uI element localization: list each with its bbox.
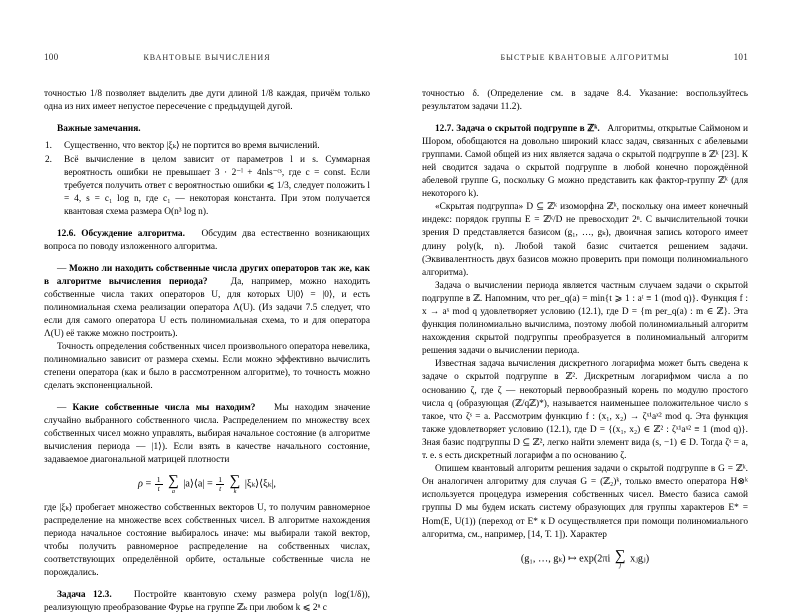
question-2-heading: Какие собственные числа мы находим? <box>72 402 256 413</box>
right-continued-paragraph: точностью δ. (Определение см. в задаче 8.4. Указание: воспользуйтесь результатом задачи 11.2). <box>422 89 748 113</box>
character-formula-arrow: ↦ <box>568 553 577 565</box>
discrete-log-paragraph: Известная задача вычисления дискретного логарифма может быть сведена к задаче о скрытой подгруппе в ℤ². Дискретным логарифмом числа a по основанию ζ, где ζ — некоторый первообразный корень по модулю простого числа q (образующая (ℤ/qℤ)*), называется наименьшее положительное число s такое, что ζˢ = a. Рассмотрим функцию f : (x₁, x₂) → ζˣ¹aˣ² mod q. Эта функция также удовлетворяет условию (12.1), где D = {(x₁, x₂) ∈ ℤ² : ζˣ¹aˣ² ≡ 1 (mod q)}. Зная базис подгруппы D ⊆ ℤ², легко найти элемент вида (s, −1) ∈ D. Тогда ζˢ = a, т. е. s есть дискретный логарифм a по основанию ζ. <box>422 359 748 462</box>
notes-heading <box>44 123 370 136</box>
character-formula-exp-prefix: exp(2πi <box>579 553 611 565</box>
right-running-head <box>422 52 748 66</box>
right-column <box>422 88 748 569</box>
right-folio: 101 <box>733 52 748 62</box>
question-1-heading: Можно ли находить собственные числа других операторов так же, как в алгоритме вычисления периода? <box>44 263 370 287</box>
period-problem-paragraph: Задача о вычислении периода является частным случаем задачи о скрытой подгруппе в ℤ. Напомним, что per_q(a) = min{t ⩾ 1 : aᵗ ≡ 1 (mod q)}. Функция f : x → aˣ mod q удовлетворяет условию (12.1), где D = {m per_q(a) : m ∈ ℤ}. Эта функция полиномиально вычислима, поэтому любой полиномиальный алгоритм нахождения скрытой подгруппы преобразуется в полиномиальный алгоритм решения задачи о вычислении периода. <box>422 280 748 357</box>
character-formula-sum-index: j <box>619 561 622 569</box>
section-12-6-intro: Обсудим два естественно возникающих вопроса по поводу изложенного алгоритма. <box>44 228 370 252</box>
question-1 <box>44 263 370 342</box>
character-formula-body: xⱼgⱼ) <box>630 553 650 565</box>
after-formula-paragraph: где |ξₖ⟩ пробегает множество собственных векторов U, то получим равномерное распределение на множестве всех собственных чисел. В алгоритме нахождения периода начальное состояние выбиралось иначе: мы выбирали такой вектор, чтобы получить равномерное распределение на собственных числах, соответствующих определённой орбите, остальные собственные числа не порождались. <box>44 502 370 579</box>
formula-term-2: |ξₖ⟩⟨ξₖ|, <box>244 478 276 490</box>
character-formula-lhs: (g₁, …, gₖ) <box>520 553 566 565</box>
question-2-dash: — <box>57 402 67 413</box>
section-12-6 <box>44 228 370 254</box>
question-1-dash: — <box>57 263 67 274</box>
problem-12-3-text: Постройте квантовую схему размера poly(n log(1/δ)), реализующую преобразование Фурье на группе ℤₖ при любом k ⩽ 2ⁿ с <box>44 589 371 613</box>
left-running-head <box>44 52 370 66</box>
question-1-body2: Точность определения собственных чисел произвольного оператора невелика, полиномиально зависит от размера схемы. Если можно эффективно вычислить степени оператора (как и было в рассмотренном алгоритме), то точность можно сделать экспоненциальной. <box>44 342 370 392</box>
problem-12-3 <box>44 589 370 615</box>
character-formula <box>422 549 748 569</box>
formula-rho: ρ <box>138 478 143 490</box>
question-2 <box>44 402 370 467</box>
section-12-7-body: Алгоритмы, открытые Саймоном и Шором, обобщаются на довольно широкий класс задач, связанных с абелевыми группами. Самой общей из них является задача о скрытой подгруппе в ℤᵏ [23]. К ней сводится задача о скрытой подгруппе в любой конечно порождённой абелевой группе G, поскольку G можно представить как фактор-группу ℤᵏ (для некоторого k). <box>422 123 748 200</box>
section-12-6-title: Обсуждение алгоритма. <box>81 228 185 239</box>
section-12-7-title: Задача о скрытой подгруппе в ℤᵏ. <box>456 123 600 134</box>
right-running-title: БЫСТРЫЕ КВАНТОВЫЕ АЛГОРИТМЫ <box>500 53 670 62</box>
notes-heading-text: Важные замечания. <box>57 123 141 134</box>
left-column <box>44 88 370 615</box>
question-2-body: Мы находим значение случайно выбранного собственного числа. Распределением по множеству всех собственных чисел можно управлять, выбирая начальное состояние (в алгоритме вычисления периода — |1⟩). Если взять в качестве начального состояние, задаваемое диагональной матрицей плотности <box>44 402 371 466</box>
quantum-algorithm-paragraph: Опишем квантовый алгоритм решения задачи о скрытой подгруппе в G = ℤᵏ. Он аналогичен алгоритму для случая G = (ℤ₂)ᵏ, только вместо оператора H⊗ᵏ используется процедура измерения собственных чисел. Вместо базиса самой группы D мы будем искать систему образующих для группы характеров E* = Hom(E, U(1)) (переход от E* к D осуществляется при помощи полиномиального алгоритма, см., например, [14, Т. 1]). Характер <box>422 464 748 540</box>
list-item: Существенно, что вектор |ξₖ⟩ не портится во время вычислений. <box>64 140 320 151</box>
section-12-6-number: 12.6. <box>57 228 76 239</box>
formula-term-1: |a⟩⟨a| <box>183 478 205 490</box>
character-formula-sum: ∑ j <box>614 547 626 569</box>
section-12-7 <box>422 123 748 202</box>
right-page <box>396 0 792 612</box>
formula-equals-1: = <box>145 478 152 490</box>
list-item: Всё вычисление в целом зависит от параметров l и s. Суммарная вероятность ошибки не превышает 3 · 2⁻ˡ + 4nls⁻ᶜˢ, где c = const. Если требуется получить ответ с вероятностью ошибки ⩽ 1/3, следует положить l = 4, s = c₁ log n, где c₁ — некоторая константа. При этом получается квантовая схема размера O(n³ log n). <box>64 154 370 218</box>
left-page <box>0 0 396 612</box>
hidden-subgroup-paragraph: «Скрытая подгруппа» D ⊆ ℤᵏ изоморфна ℤᵏ, поскольку она имеет конечный индекс: порядок группы E = ℤᵏ/D не превосходит 2ⁿ. С вычислительной точки зрения D представляется базисом (g₁, …, gₖ), двоичная запись которого имеет длину poly(k, n). Любой такой базис считается решением задачи. (Эквивалентность двух базисов можно проверить при помощи полиномиального алгоритма). <box>422 202 748 278</box>
density-matrix-formula <box>44 474 370 494</box>
left-folio: 100 <box>44 52 59 62</box>
left-running-title: КВАНТОВЫЕ ВЫЧИСЛЕНИЯ <box>143 53 271 62</box>
formula-equals-2: = <box>206 478 213 490</box>
problem-12-3-label: Задача 12.3. <box>57 589 112 600</box>
section-12-7-number: 12.7. <box>435 123 454 134</box>
formula-sum-1: ∑ a <box>168 473 179 495</box>
formula-sum-1-index: a <box>171 487 175 495</box>
formula-coefficient-2: $\frac{1}{t}$ <box>218 475 223 494</box>
formula-sum-2-index: k <box>233 487 237 495</box>
formula-sum-2: ∑ k <box>229 473 241 495</box>
question-1-body: Да, например, можно находить собственные числа таких операторов U, для которых U|0⟩ = |0⟩, и есть полиномиальная схема реализации оператора Λ(U). (Из задачи 7.5 следует, что если для самого оператора U есть полиномиальная схема, то и для оператора Λ(U) её также можно построить). <box>44 276 371 339</box>
important-notes-list <box>44 140 370 220</box>
left-continued-paragraph: точностью 1/8 позволяет выделить две дуги длиной 1/8 каждая, причём только одна из них имеет непустое пересечение с предыдущей дугой. <box>44 89 370 113</box>
formula-coefficient-1: $\frac{1}{t}$ <box>156 475 161 494</box>
